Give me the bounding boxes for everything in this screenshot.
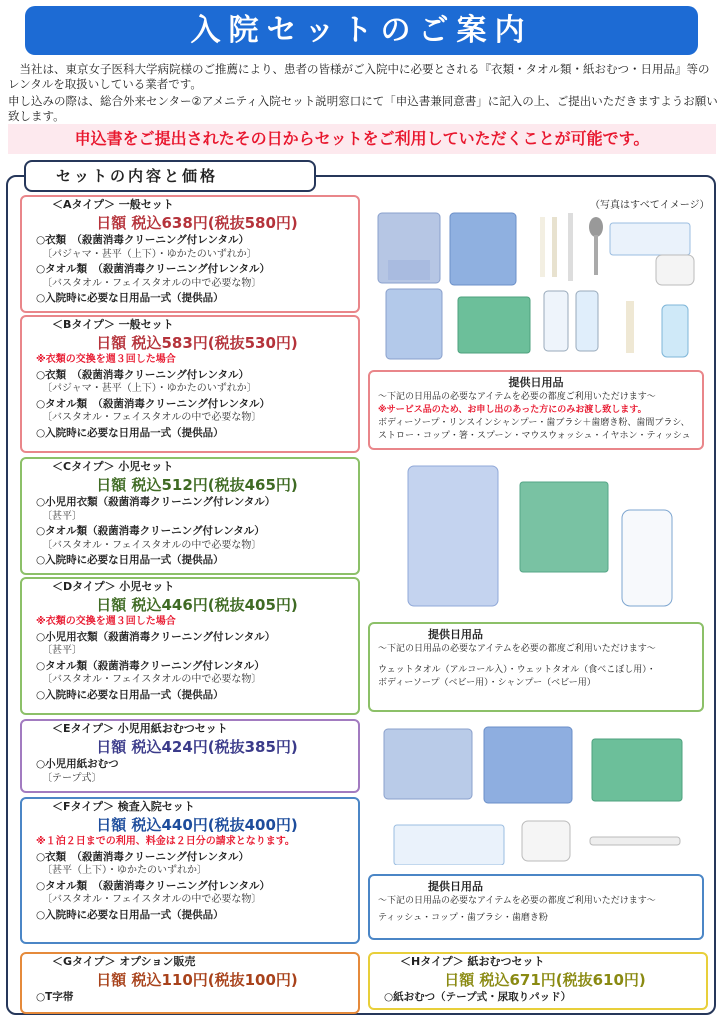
plan-line: 〔バスタオル・フェイスタオルの中で必要な物〕 [42, 277, 262, 289]
plan-price: 日額 税込446円(税抜405円) [96, 596, 298, 614]
yukata-image [484, 727, 572, 803]
plan-line: 〔バスタオル・フェイスタオルの中で必要な物〕 [42, 894, 262, 905]
supplies-box-1 [368, 370, 704, 450]
supplies-note: ※サービス品のため、お申し出のあった方にのみお渡し致します。 [378, 405, 647, 415]
plan-warning: ※衣類の交換を週３回した場合 [36, 616, 176, 627]
body-soap-image [544, 291, 568, 351]
plan-price: 日額 税込440円(税抜400円) [96, 816, 298, 834]
plan-c-box [20, 457, 360, 575]
supplies-items: ボディーソープ・リンスインシャンプー・歯ブラシ＋歯磨き粉、歯間ブラシ、 [378, 418, 690, 428]
plan-price: 日額 税込671円(税抜610円) [444, 971, 646, 989]
plan-h-box [368, 952, 708, 1010]
photo-caption: （写真はすべてイメージ） [590, 200, 710, 211]
plan-line: ○入院時に必要な日用品一式（提供品） [36, 292, 224, 304]
plan-line: ○タオル類 （殺菌消毒クリーニング付レンタル） [36, 263, 271, 275]
plan-type: ＜Cタイプ＞ 小児セット [52, 460, 174, 473]
towel-image [520, 482, 608, 572]
plan-line: ○タオル類 （殺菌消毒クリーニング付レンタル） [36, 879, 271, 892]
supplies-items: ボディーソープ（ベビー用）・シャンプー（ベビー用） [378, 678, 596, 688]
tissue-box-image [394, 825, 504, 865]
toothbrush-image [590, 837, 680, 845]
plan-g-box [20, 952, 360, 1014]
plan-line: 〔バスタオル・フェイスタオルの中で必要な物〕 [42, 412, 262, 423]
plan-line: ○入院時に必要な日用品一式（提供品） [36, 426, 224, 439]
supplies-items: ティッシュ・コップ・歯ブラシ・歯磨き粉 [378, 913, 548, 923]
supplies-desc: 〜下記の日用品の必要なアイテムを必要の都度ご利用いただけます〜 [378, 644, 656, 654]
child-set-photo [372, 460, 712, 610]
tissue-box-image [610, 223, 690, 255]
plan-type: ＜Bタイプ＞ 一般セット [52, 318, 174, 331]
plan-price: 日額 税込110円(税抜100円) [96, 971, 298, 989]
plan-a-box [20, 195, 360, 313]
plan-line: ○紙おむつ（テープ式・尿取りパッド） [384, 991, 572, 1003]
plan-line: 〔テープ式〕 [42, 772, 102, 784]
plan-line: 〔甚平〕 [42, 510, 82, 522]
baby-soap-image [622, 510, 672, 606]
plan-f-box [20, 797, 360, 944]
plan-line: 〔バスタオル・フェイスタオルの中で必要な物〕 [42, 674, 262, 685]
plan-line: ○入院時に必要な日用品一式（提供品） [36, 688, 224, 701]
plan-price: 日額 税込638円(税抜580円) [96, 214, 298, 232]
intro-text: 当社は、東京女子医科大学病院様のご推薦により、患者の皆様がご入院中に必要とされる『衣類・タオル類・紙おむつ・日用品』等のレンタルを取扱いしている業者です。 [8, 62, 710, 91]
plan-type: ＜Gタイプ＞ オプション販売 [52, 955, 196, 968]
application-instructions: 申し込みの際は、総合外来センター②アメニティ入院セット説明窓口にて「申込書兼同意書」に記入の上、ご提出いただきますようお願い致します。 [8, 94, 718, 123]
plan-b-box [20, 315, 360, 453]
plan-type: ＜Hタイプ＞ 紙おむつセット [400, 955, 545, 968]
supplies-desc: 〜下記の日用品の必要なアイテムを必要の都度ご利用いただけます〜 [378, 896, 656, 906]
plan-line: 〔パジャマ・甚平（上下）・ゆかたのいずれか〕 [42, 248, 257, 260]
plan-warning: ※衣類の交換を週３回した場合 [36, 354, 176, 365]
plan-line: ○小児用衣類（殺菌消毒クリーニング付レンタル） [36, 630, 276, 643]
page-banner: 入院セットのご案内 [25, 6, 698, 55]
supplies-desc: 〜下記の日用品の必要なアイテムを必要の都度ご利用いただけます〜 [378, 392, 656, 402]
plan-line: ○衣類 （殺菌消毒クリーニング付レンタル） [36, 850, 250, 863]
supplies-items: ストロー・コップ・箸・スプーン・マウスウォッシュ・イヤホン・ティッシュ [378, 431, 691, 441]
pajama-image [378, 213, 440, 283]
shampoo-image [576, 291, 598, 351]
supplies-title: 提供日用品 [428, 880, 483, 893]
child-jinbei-image [408, 466, 498, 606]
plan-line: ○入院時に必要な日用品一式（提供品） [36, 554, 224, 566]
supplies-title: 提供日用品 [508, 376, 564, 389]
section-title: セットの内容と価格 [24, 160, 316, 192]
plan-line: ○タオル類（殺菌消毒クリーニング付レンタル） [36, 525, 265, 537]
plan-d-box [20, 577, 360, 715]
plan-line: ○T字帯 [36, 991, 74, 1003]
plan-line: ○入院時に必要な日用品一式（提供品） [36, 908, 224, 921]
plan-line: 〔甚平〕 [42, 645, 82, 656]
plan-line: ○衣類 （殺菌消毒クリーニング付レンタル） [36, 368, 250, 381]
plan-price: 日額 税込424円(税抜385円) [96, 738, 298, 756]
towel-image [592, 739, 682, 801]
jinbei-image [450, 213, 516, 285]
cup-image [522, 821, 570, 861]
notice-banner: 申込書をご提出されたその日からセットをご利用していただくことが可能です。 [8, 124, 716, 154]
plan-type: ＜Aタイプ＞ 一般セット [52, 198, 174, 211]
plan-type: ＜Fタイプ＞ 検査入院セット [52, 800, 195, 813]
plan-line: 〔甚平（上下）・ゆかたのいずれか〕 [42, 865, 207, 876]
plan-line: 〔パジャマ・甚平（上下）・ゆかたのいずれか〕 [42, 383, 257, 394]
spoon-image [589, 217, 603, 275]
supplies-items: ウェットタオル（アルコール入）・ウェットタオル（食べこぼし用）・ [378, 665, 656, 675]
supplies-box-3 [368, 874, 704, 940]
plan-type: ＜Eタイプ＞ 小児用紙おむつセット [52, 722, 228, 735]
plan-line: ○小児用紙おむつ [36, 758, 119, 770]
plan-warning: ※１泊２日までの利用、料金は２日分の請求となります。 [36, 836, 295, 847]
plan-line: ○小児用衣類（殺菌消毒クリーニング付レンタル） [36, 496, 276, 508]
yukata-image [386, 289, 442, 359]
mouthwash-image [662, 305, 688, 357]
plan-line: 〔バスタオル・フェイスタオルの中で必要な物〕 [42, 539, 262, 551]
supplies-title: 提供日用品 [428, 628, 483, 641]
plan-line: ○タオル類 （殺菌消毒クリーニング付レンタル） [36, 397, 271, 410]
exam-set-photo [372, 725, 712, 865]
towel-image [458, 297, 530, 353]
supplies-box-2 [368, 622, 704, 712]
adult-set-photo [372, 205, 712, 365]
jinbei-image [384, 729, 472, 799]
plan-price: 日額 税込512円(税抜465円) [96, 476, 298, 494]
plan-price: 日額 税込583円(税抜530円) [96, 334, 298, 352]
plan-line: ○衣類 （殺菌消毒クリーニング付レンタル） [36, 234, 250, 246]
plan-type: ＜Dタイプ＞ 小児セット [52, 580, 175, 593]
toothbrush-image [540, 213, 573, 281]
plan-line: ○タオル類（殺菌消毒クリーニング付レンタル） [36, 659, 265, 672]
cup-image [656, 255, 694, 285]
plan-e-box [20, 719, 360, 793]
straw-image [626, 301, 634, 353]
